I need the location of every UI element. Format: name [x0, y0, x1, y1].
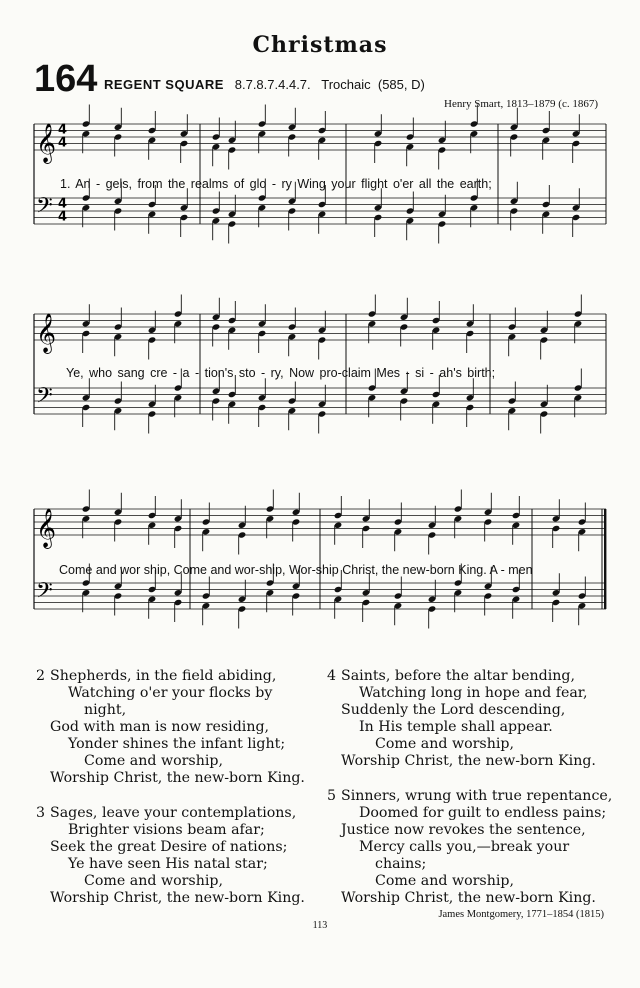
- bass-clef-icon: 𝄢: [36, 383, 53, 414]
- verse-line: Seek the great Desire of nations;: [50, 839, 288, 855]
- section-title: Christmas: [252, 32, 388, 58]
- verse-number: 3: [36, 805, 46, 821]
- verse-2: [36, 668, 305, 787]
- verse-line: Worship Christ, the new-born King.: [50, 890, 305, 906]
- lyric-line-1: 1. An - gels, from the realms of glo - ry Wing your flight o'er all the earth;: [60, 177, 492, 191]
- verse-line: Suddenly the Lord descending,: [341, 702, 566, 718]
- verse-number: 4: [327, 668, 337, 684]
- lyric-line-3: Come and wor ship, Come and wor-ship, Wor-ship Christ, the new-born King. A - men: [59, 563, 533, 577]
- verse-line: Mercy calls you,—break your: [359, 839, 570, 855]
- bass-clef-icon: 𝄢: [36, 578, 53, 609]
- verse-line: chains;: [375, 856, 427, 872]
- verse-line: Come and worship,: [375, 873, 514, 889]
- verse-line: Shepherds, in the field abiding,: [50, 668, 277, 684]
- hymnal-reference: (585, D): [377, 77, 425, 92]
- bass-clef-icon: 𝄢: [36, 193, 53, 224]
- treble-clef-icon: 𝄞: [36, 313, 57, 353]
- verse-line: Watching o'er your flocks by: [68, 685, 273, 701]
- composer-credit: Henry Smart, 1813–1879 (c. 1867): [444, 98, 598, 110]
- tune-name: REGENT SQUARE: [104, 77, 224, 92]
- verse-line: Sages, leave your contemplations,: [50, 805, 297, 821]
- time-signature: 4: [58, 209, 68, 225]
- verse-3: [36, 805, 305, 907]
- verse-line: Worship Christ, the new-born King.: [50, 770, 305, 786]
- verse-number: 2: [36, 668, 46, 684]
- verse-line: Ye have seen His natal star;: [68, 856, 268, 872]
- meter: 8.7.8.7.4.4.7.: [234, 77, 311, 92]
- treble-clef-icon: 𝄞: [36, 508, 57, 548]
- rhythm: Trochaic: [321, 77, 371, 92]
- verse-line: Brighter visions beam afar;: [68, 822, 265, 838]
- author-credit: James Montgomery, 1771–1854 (1815): [438, 909, 604, 920]
- verse-line: Come and worship,: [84, 753, 223, 769]
- hymn-number: 164: [34, 58, 98, 100]
- verse-line: Watching long in hope and fear,: [359, 685, 588, 701]
- treble-staff: [34, 105, 606, 170]
- time-signature: 4: [58, 135, 68, 151]
- verse-line: Come and worship,: [375, 736, 514, 752]
- verse-4: [327, 668, 596, 770]
- verse-line: Come and worship,: [84, 873, 223, 889]
- verse-line: Worship Christ, the new-born King.: [341, 753, 596, 769]
- verse-line: God with man is now residing,: [50, 719, 270, 735]
- verse-number: 5: [327, 788, 337, 804]
- verse-line: Saints, before the altar bending,: [341, 668, 575, 684]
- verse-line: In His temple shall appear.: [359, 719, 553, 735]
- verse-line: Yonder shines the infant light;: [68, 736, 286, 752]
- page-number: 113: [312, 920, 328, 931]
- lyric-line-2: Ye, who sang cre - a - tion's sto - ry, Now pro-claim Mes - si - ah's birth;: [66, 366, 496, 380]
- time-signature: 4: [58, 196, 68, 212]
- treble-staff: [34, 295, 606, 360]
- verse-line: Doomed for guilt to endless pains;: [359, 805, 607, 821]
- verse-5: [327, 788, 613, 907]
- verse-line: Sinners, wrung with true repentance,: [341, 788, 613, 804]
- time-signature: 4: [58, 122, 68, 138]
- verse-line: Justice now revokes the sentence,: [341, 822, 586, 838]
- treble-clef-icon: 𝄞: [36, 123, 57, 163]
- verse-line: Worship Christ, the new-born King.: [341, 890, 596, 906]
- hymn-info: [104, 77, 425, 92]
- verse-line: night,: [84, 702, 127, 718]
